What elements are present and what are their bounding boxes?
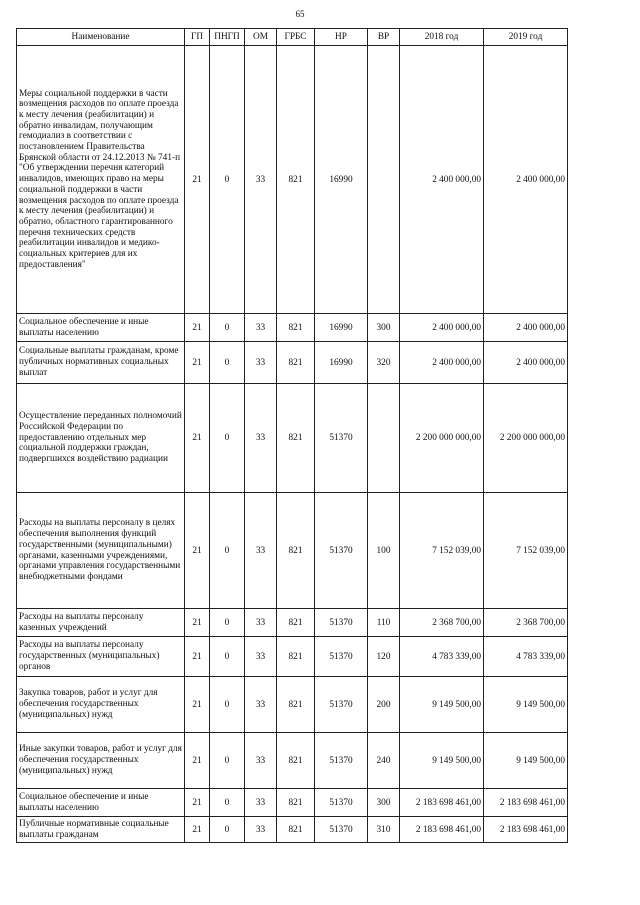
row-vr: 300: [368, 789, 400, 817]
row-2019: 2 400 000,00: [484, 342, 568, 384]
row-nr: 51370: [315, 493, 368, 609]
row-2018: 2 400 000,00: [400, 46, 484, 314]
row-vr: 320: [368, 342, 400, 384]
header-name: Наименование: [17, 29, 185, 46]
table-row: [17, 817, 568, 843]
row-name: Расходы на выплаты персоналу в целях обеспечения выполнения функций государственными (муниципальными) органами, казенными учреждениями, органами управления государственными внебюджетными фондами: [17, 493, 185, 609]
row-2019: 2 368 700,00: [484, 609, 568, 637]
row-name: Осуществление переданных полномочий Российской Федерации по предоставлению отдельных мер социальной поддержки граждан, подвергшихся воздействию радиации: [17, 384, 185, 493]
row-om: 33: [245, 46, 277, 314]
table-row: [17, 384, 568, 493]
row-nr: 16990: [315, 314, 368, 342]
row-name: Социальное обеспечение и иные выплаты населению: [17, 789, 185, 817]
row-om: 33: [245, 677, 277, 733]
row-gp: 21: [185, 609, 210, 637]
row-om: 33: [245, 637, 277, 677]
row-nr: 51370: [315, 609, 368, 637]
budget-table: [16, 28, 568, 843]
row-2019: 9 149 500,00: [484, 733, 568, 789]
row-grbs: 821: [277, 733, 315, 789]
row-pngp: 0: [210, 384, 245, 493]
row-2019: 2 183 698 461,00: [484, 817, 568, 843]
row-vr: 240: [368, 733, 400, 789]
row-gp: 21: [185, 46, 210, 314]
row-vr: 110: [368, 609, 400, 637]
row-name: Социальное обеспечение и иные выплаты населению: [17, 314, 185, 342]
row-gp: 21: [185, 314, 210, 342]
table-row: [17, 46, 568, 314]
row-vr: [368, 384, 400, 493]
row-pngp: 0: [210, 609, 245, 637]
row-vr: 200: [368, 677, 400, 733]
row-2018: 2 183 698 461,00: [400, 817, 484, 843]
row-grbs: 821: [277, 314, 315, 342]
table-row: [17, 493, 568, 609]
row-nr: 51370: [315, 637, 368, 677]
row-2019: 7 152 039,00: [484, 493, 568, 609]
header-2018: 2018 год: [400, 29, 484, 46]
row-gp: 21: [185, 677, 210, 733]
table-row: [17, 342, 568, 384]
row-gp: 21: [185, 733, 210, 789]
row-grbs: 821: [277, 637, 315, 677]
row-2018: 9 149 500,00: [400, 733, 484, 789]
row-vr: 120: [368, 637, 400, 677]
row-2018: 4 783 339,00: [400, 637, 484, 677]
row-vr: 300: [368, 314, 400, 342]
row-nr: 51370: [315, 789, 368, 817]
table-row: [17, 609, 568, 637]
row-gp: 21: [185, 817, 210, 843]
row-grbs: 821: [277, 677, 315, 733]
row-om: 33: [245, 493, 277, 609]
row-vr: 310: [368, 817, 400, 843]
row-2019: 2 183 698 461,00: [484, 789, 568, 817]
table-header-row: [17, 29, 568, 46]
row-pngp: 0: [210, 817, 245, 843]
table-row: [17, 677, 568, 733]
row-2018: 9 149 500,00: [400, 677, 484, 733]
row-2019: 9 149 500,00: [484, 677, 568, 733]
row-pngp: 0: [210, 46, 245, 314]
header-2019: 2019 год: [484, 29, 568, 46]
row-gp: 21: [185, 384, 210, 493]
header-om: ОМ: [245, 29, 277, 46]
row-name: Публичные нормативные социальные выплаты гражданам: [17, 817, 185, 843]
row-nr: 51370: [315, 677, 368, 733]
row-vr: [368, 46, 400, 314]
row-2019: 4 783 339,00: [484, 637, 568, 677]
row-grbs: 821: [277, 46, 315, 314]
table-row: [17, 733, 568, 789]
row-name: Расходы на выплаты персоналу государственных (муниципальных) органов: [17, 637, 185, 677]
row-om: 33: [245, 733, 277, 789]
table-row: [17, 789, 568, 817]
row-pngp: 0: [210, 677, 245, 733]
row-grbs: 821: [277, 493, 315, 609]
row-2018: 2 183 698 461,00: [400, 789, 484, 817]
row-grbs: 821: [277, 342, 315, 384]
row-name: Социальные выплаты гражданам, кроме публичных нормативных социальных выплат: [17, 342, 185, 384]
row-name: Закупка товаров, работ и услуг для обеспечения государственных (муниципальных) нужд: [17, 677, 185, 733]
header-nr: НР: [315, 29, 368, 46]
row-om: 33: [245, 314, 277, 342]
row-gp: 21: [185, 493, 210, 609]
row-2018: 2 368 700,00: [400, 609, 484, 637]
row-name: Иные закупки товаров, работ и услуг для обеспечения государственных (муниципальных) нужд: [17, 733, 185, 789]
row-gp: 21: [185, 789, 210, 817]
row-grbs: 821: [277, 817, 315, 843]
row-nr: 51370: [315, 384, 368, 493]
row-pngp: 0: [210, 493, 245, 609]
row-nr: 16990: [315, 342, 368, 384]
row-om: 33: [245, 342, 277, 384]
row-2019: 2 400 000,00: [484, 314, 568, 342]
row-name: Меры социальной поддержки в части возмещения расходов по оплате проезда к месту лечения (реабилитации) и обратно инвалидам, получающим гемодиализ в соответствии с постановлением Правительства Брянской области от 24.12.2013 № 741-п "Об утверждении перечня категорий инвалидов, имеющих право на меры социальной поддержки в части возмещения расходов по оплате проезда к месту лечения (реабилитации) и обратно, областного гарантированного перечня технических средств реабилитации инвалидов и медико-социальных критериев для их предоставления": [17, 46, 185, 314]
row-gp: 21: [185, 637, 210, 677]
row-om: 33: [245, 817, 277, 843]
row-om: 33: [245, 609, 277, 637]
row-2019: 2 400 000,00: [484, 46, 568, 314]
row-vr: 100: [368, 493, 400, 609]
header-gp: ГП: [185, 29, 210, 46]
row-pngp: 0: [210, 733, 245, 789]
row-2019: 2 200 000 000,00: [484, 384, 568, 493]
page-number: 65: [295, 9, 305, 19]
row-nr: 16990: [315, 46, 368, 314]
row-grbs: 821: [277, 609, 315, 637]
row-pngp: 0: [210, 789, 245, 817]
table-row: [17, 314, 568, 342]
header-vr: ВР: [368, 29, 400, 46]
row-grbs: 821: [277, 789, 315, 817]
row-2018: 2 200 000 000,00: [400, 384, 484, 493]
table-row: [17, 637, 568, 677]
row-grbs: 821: [277, 384, 315, 493]
header-grbs: ГРБС: [277, 29, 315, 46]
row-nr: 51370: [315, 733, 368, 789]
row-pngp: 0: [210, 314, 245, 342]
row-pngp: 0: [210, 637, 245, 677]
row-name: Расходы на выплаты персоналу казенных учреждений: [17, 609, 185, 637]
row-nr: 51370: [315, 817, 368, 843]
row-gp: 21: [185, 342, 210, 384]
row-om: 33: [245, 789, 277, 817]
row-pngp: 0: [210, 342, 245, 384]
row-om: 33: [245, 384, 277, 493]
row-2018: 7 152 039,00: [400, 493, 484, 609]
header-pngp: ПНГП: [210, 29, 245, 46]
row-2018: 2 400 000,00: [400, 314, 484, 342]
row-2018: 2 400 000,00: [400, 342, 484, 384]
